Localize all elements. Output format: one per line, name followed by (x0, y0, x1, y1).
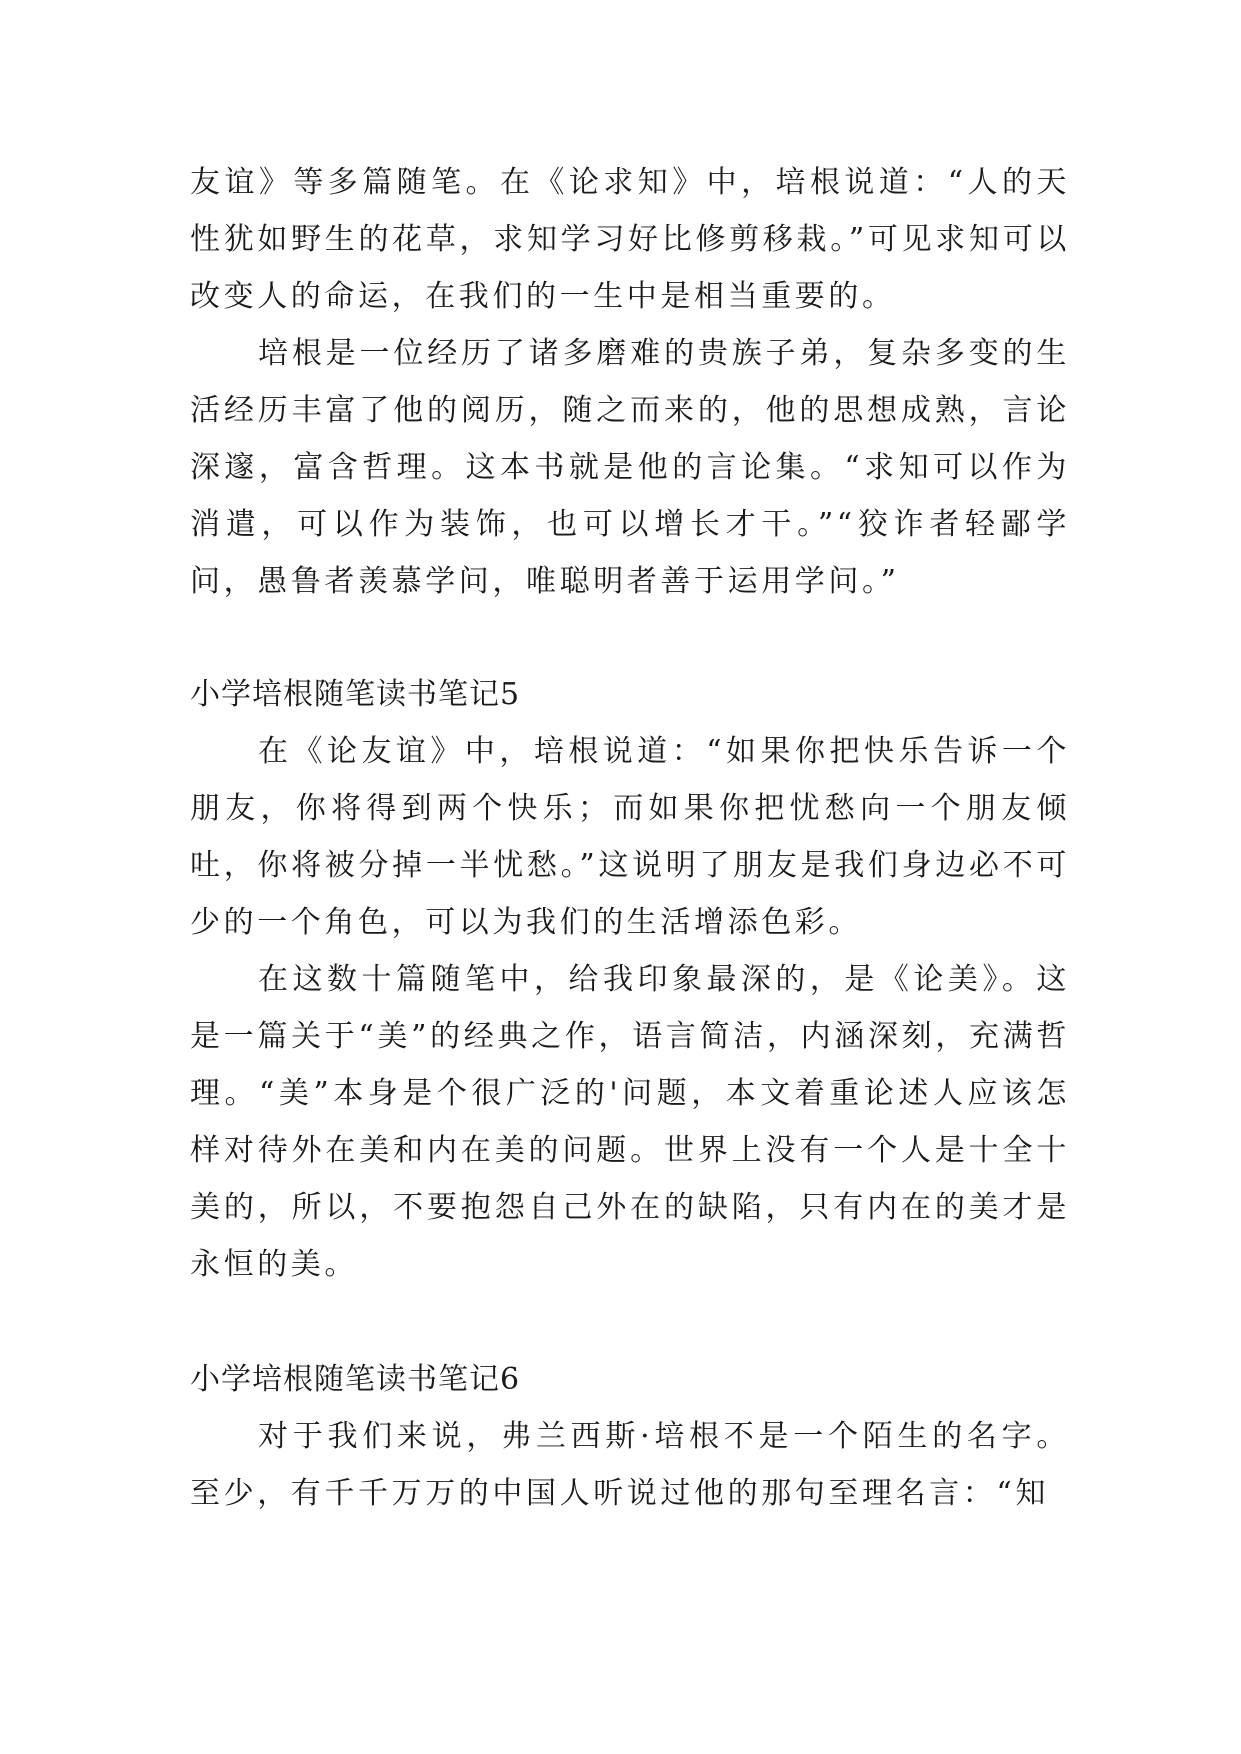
body-paragraph: 在《论友谊》中，培根说道：“如果你把快乐告诉一个朋友，你将得到两个快乐；而如果你把忧愁向一个朋友倾吐，你将被分掉一半忧愁。”这说明了朋友是我们身边必不可少的一个角色，可以为我们的生活增添色彩。 (190, 734, 1070, 940)
section-spacer (190, 610, 1070, 666)
section-heading: 小学培根随笔读书笔记6 (190, 1362, 521, 1397)
document-page (190, 154, 1070, 1522)
section-spacer (190, 1293, 1070, 1351)
body-paragraph: 友谊》等多篇随笔。在《论求知》中，培根说道：“人的天性犹如野生的花草，求知学习好比修剪移栽。”可见求知可以改变人的命运，在我们的一生中是相当重要的。 (190, 165, 1070, 314)
section-heading: 小学培根随笔读书笔记5 (190, 677, 521, 712)
body-paragraph: 培根是一位经历了诸多磨难的贵族子弟，复杂多变的生活经历丰富了他的阅历，随之而来的，他的思想成熟，言论深邃，富含哲理。这本书就是他的言论集。“求知可以作为消遣，可以作为装饰，也可以增长才干。”“狡诈者轻鄙学问，愚鲁者羡慕学问，唯聪明者善于运用学问。” (190, 336, 1070, 599)
body-paragraph: 对于我们来说，弗兰西斯·培根不是一个陌生的名字。至少，有千千万万的中国人听说过他的那句至理名言：“知 (190, 1419, 1070, 1511)
body-paragraph: 在这数十篇随笔中，给我印象最深的，是《论美》。这是一篇关于“美”的经典之作，语言简洁，内涵深刻，充满哲理。“美”本身是个很广泛的'问题，本文着重论述人应该怎样对待外在美和内在美的问题。世界上没有一个人是十全十美的，所以，不要抱怨自己外在的缺陷，只有内在的美才是永恒的美。 (190, 962, 1070, 1282)
